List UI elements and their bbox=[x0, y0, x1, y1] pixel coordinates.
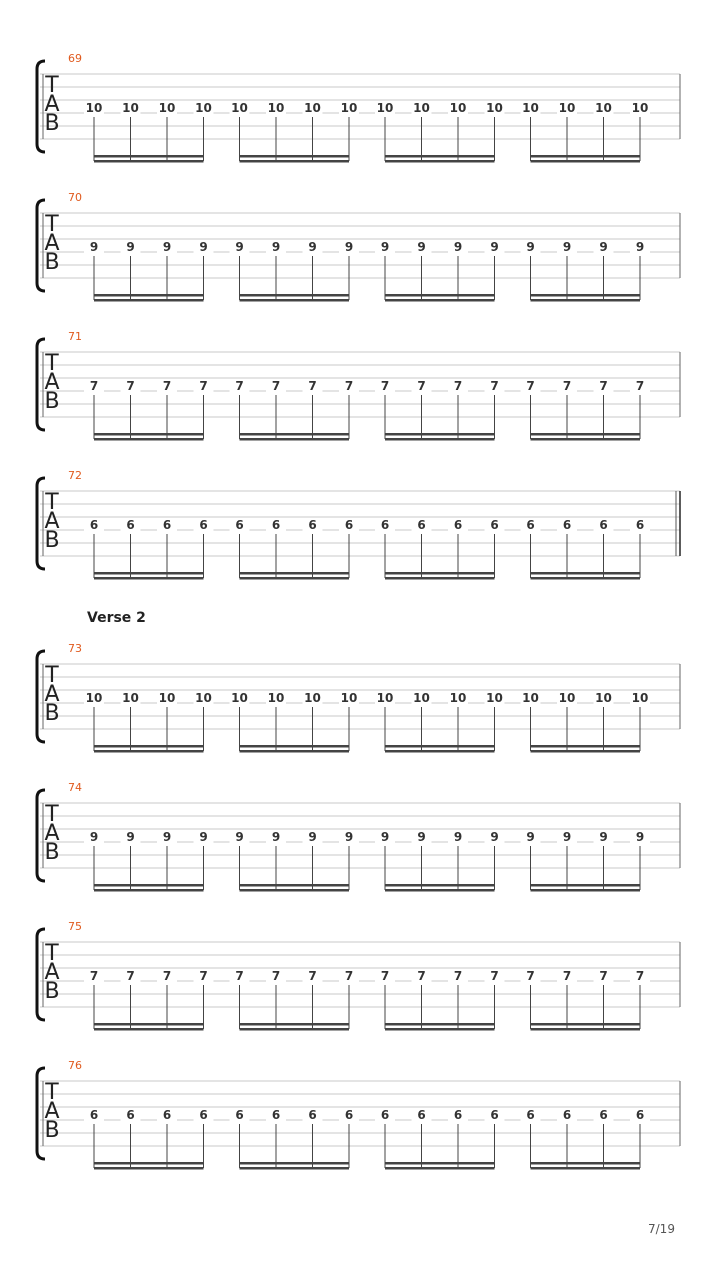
beam-secondary bbox=[385, 577, 495, 580]
fret-number: 9 bbox=[526, 240, 535, 254]
fret-number: 7 bbox=[271, 969, 281, 983]
beam-primary bbox=[94, 433, 204, 436]
fret-number: 9 bbox=[599, 240, 608, 254]
fret-number: 7 bbox=[89, 379, 99, 393]
fret-number: 9 bbox=[490, 240, 499, 254]
fret-number: 7 bbox=[417, 969, 426, 983]
fret-number: 9 bbox=[562, 240, 572, 254]
beam-primary bbox=[531, 572, 641, 575]
fret-number: 6 bbox=[271, 1108, 281, 1122]
fret-number: 6 bbox=[344, 518, 354, 532]
beam-secondary bbox=[94, 160, 204, 163]
fret-number: 7 bbox=[599, 379, 608, 393]
fret-number: 9 bbox=[453, 830, 463, 844]
tab-clef-letter: T bbox=[45, 802, 59, 827]
fret-number: 6 bbox=[526, 518, 535, 532]
fret-number: 10 bbox=[595, 101, 612, 115]
fret-number: 10 bbox=[304, 101, 321, 115]
beam-primary bbox=[240, 572, 350, 575]
fret-number: 6 bbox=[490, 518, 499, 532]
fret-number: 9 bbox=[490, 830, 499, 844]
beam-primary bbox=[240, 433, 350, 436]
fret-number: 10 bbox=[522, 691, 539, 705]
fret-number: 10 bbox=[595, 691, 612, 705]
beam-primary bbox=[94, 1023, 204, 1026]
tab-clef-letter: B bbox=[44, 701, 60, 726]
fret-number: 6 bbox=[380, 1108, 390, 1122]
measure-number: 73 bbox=[68, 642, 82, 655]
fret-number: 6 bbox=[453, 1108, 463, 1122]
beam-primary bbox=[94, 884, 204, 887]
beam-primary bbox=[385, 884, 495, 887]
fret-number: 9 bbox=[417, 240, 426, 254]
beam-primary bbox=[240, 155, 350, 158]
fret-number: 9 bbox=[271, 240, 281, 254]
fret-number: 9 bbox=[308, 240, 317, 254]
fret-number: 6 bbox=[562, 1108, 572, 1122]
tab-clef-letter: B bbox=[44, 1118, 60, 1143]
fret-number: 9 bbox=[380, 240, 390, 254]
fret-number: 7 bbox=[635, 379, 645, 393]
fret-number: 6 bbox=[162, 518, 172, 532]
tab-clef-letter: B bbox=[44, 111, 60, 136]
measure-number: 75 bbox=[68, 920, 82, 933]
beam-secondary bbox=[240, 577, 350, 580]
fret-number: 7 bbox=[89, 969, 99, 983]
fret-number: 7 bbox=[235, 969, 244, 983]
beam-primary bbox=[94, 155, 204, 158]
fret-number: 6 bbox=[599, 1108, 608, 1122]
fret-number: 10 bbox=[449, 691, 467, 705]
beam-secondary bbox=[240, 750, 350, 753]
fret-number: 7 bbox=[453, 379, 463, 393]
fret-number: 7 bbox=[490, 969, 499, 983]
fret-number: 6 bbox=[453, 518, 463, 532]
fret-number: 10 bbox=[340, 691, 358, 705]
section-label: Verse 2 bbox=[87, 610, 146, 626]
fret-number: 9 bbox=[89, 830, 99, 844]
fret-number: 6 bbox=[89, 518, 99, 532]
fret-number: 7 bbox=[308, 969, 317, 983]
fret-number: 10 bbox=[413, 101, 430, 115]
beam-primary bbox=[385, 1023, 495, 1026]
fret-number: 9 bbox=[344, 240, 354, 254]
tab-clef-letter: T bbox=[45, 1080, 59, 1105]
beam-secondary bbox=[240, 1167, 350, 1170]
page-number: 7/19 bbox=[648, 1222, 675, 1236]
beam-primary bbox=[240, 745, 350, 748]
fret-number: 9 bbox=[126, 240, 135, 254]
beam-primary bbox=[385, 155, 495, 158]
beam-primary bbox=[94, 294, 204, 297]
fret-number: 6 bbox=[126, 518, 135, 532]
beam-secondary bbox=[94, 1028, 204, 1031]
fret-number: 6 bbox=[417, 1108, 426, 1122]
fret-number: 7 bbox=[599, 969, 608, 983]
fret-number: 9 bbox=[599, 830, 608, 844]
beam-secondary bbox=[240, 1028, 350, 1031]
fret-number: 9 bbox=[344, 830, 354, 844]
beam-secondary bbox=[531, 750, 641, 753]
beam-secondary bbox=[531, 160, 641, 163]
beam-secondary bbox=[94, 750, 204, 753]
tab-clef-letter: B bbox=[44, 250, 60, 275]
fret-number: 6 bbox=[380, 518, 390, 532]
fret-number: 10 bbox=[85, 691, 103, 705]
beam-primary bbox=[385, 1162, 495, 1165]
beam-secondary bbox=[385, 438, 495, 441]
tab-clef-letter: A bbox=[44, 370, 60, 395]
fret-number: 10 bbox=[558, 101, 576, 115]
fret-number: 6 bbox=[635, 1108, 645, 1122]
beam-secondary bbox=[531, 577, 641, 580]
beam-secondary bbox=[531, 299, 641, 302]
beam-secondary bbox=[385, 160, 495, 163]
fret-number: 9 bbox=[526, 830, 535, 844]
measure-number: 76 bbox=[68, 1059, 82, 1072]
fret-number: 10 bbox=[376, 691, 394, 705]
tab-clef-letter: A bbox=[44, 509, 60, 534]
fret-number: 6 bbox=[526, 1108, 535, 1122]
tab-clef-letter: T bbox=[45, 351, 59, 376]
fret-number: 10 bbox=[413, 691, 430, 705]
fret-number: 7 bbox=[235, 379, 244, 393]
fret-number: 6 bbox=[599, 518, 608, 532]
fret-number: 6 bbox=[490, 1108, 499, 1122]
fret-number: 6 bbox=[635, 518, 645, 532]
beam-secondary bbox=[240, 160, 350, 163]
fret-number: 6 bbox=[235, 518, 244, 532]
fret-number: 6 bbox=[344, 1108, 354, 1122]
fret-number: 9 bbox=[635, 830, 645, 844]
fret-number: 10 bbox=[85, 101, 103, 115]
fret-number: 9 bbox=[308, 830, 317, 844]
beam-secondary bbox=[385, 889, 495, 892]
fret-number: 7 bbox=[526, 379, 535, 393]
measure-number: 72 bbox=[68, 469, 82, 482]
beam-secondary bbox=[385, 299, 495, 302]
fret-number: 9 bbox=[235, 830, 244, 844]
beam-secondary bbox=[531, 438, 641, 441]
fret-number: 10 bbox=[158, 691, 176, 705]
fret-number: 6 bbox=[199, 518, 208, 532]
tab-clef-letter: A bbox=[44, 960, 60, 985]
fret-number: 10 bbox=[340, 101, 358, 115]
fret-number: 7 bbox=[162, 379, 172, 393]
fret-number: 10 bbox=[195, 691, 212, 705]
measure-number: 74 bbox=[68, 781, 82, 794]
fret-number: 6 bbox=[417, 518, 426, 532]
tab-clef-letter: T bbox=[45, 941, 59, 966]
beam-primary bbox=[94, 572, 204, 575]
beam-secondary bbox=[240, 889, 350, 892]
fret-number: 10 bbox=[522, 101, 539, 115]
fret-number: 7 bbox=[344, 969, 354, 983]
beam-secondary bbox=[385, 1167, 495, 1170]
beam-primary bbox=[531, 745, 641, 748]
tab-clef-letter: A bbox=[44, 1099, 60, 1124]
fret-number: 10 bbox=[122, 691, 139, 705]
measure-number: 71 bbox=[68, 330, 82, 343]
fret-number: 7 bbox=[344, 379, 354, 393]
beam-secondary bbox=[531, 1028, 641, 1031]
tab-clef-letter: B bbox=[44, 979, 60, 1004]
fret-number: 9 bbox=[89, 240, 99, 254]
beam-primary bbox=[240, 1162, 350, 1165]
fret-number: 10 bbox=[231, 101, 248, 115]
fret-number: 9 bbox=[635, 240, 645, 254]
beam-primary bbox=[240, 1023, 350, 1026]
tab-clef-letter: T bbox=[45, 663, 59, 688]
fret-number: 6 bbox=[89, 1108, 99, 1122]
beam-primary bbox=[385, 745, 495, 748]
fret-number: 6 bbox=[271, 518, 281, 532]
tab-clef-letter: A bbox=[44, 92, 60, 117]
fret-number: 6 bbox=[562, 518, 572, 532]
fret-number: 10 bbox=[267, 101, 285, 115]
fret-number: 10 bbox=[267, 691, 285, 705]
fret-number: 10 bbox=[231, 691, 248, 705]
beam-primary bbox=[385, 433, 495, 436]
fret-number: 9 bbox=[271, 830, 281, 844]
fret-number: 7 bbox=[199, 969, 208, 983]
fret-number: 9 bbox=[562, 830, 572, 844]
beam-primary bbox=[240, 294, 350, 297]
tab-clef-letter: B bbox=[44, 840, 60, 865]
tab-clef-letter: B bbox=[44, 389, 60, 414]
tab-clef-letter: A bbox=[44, 231, 60, 256]
tab-clef-letter: A bbox=[44, 682, 60, 707]
fret-number: 10 bbox=[195, 101, 212, 115]
fret-number: 6 bbox=[199, 1108, 208, 1122]
fret-number: 9 bbox=[162, 830, 172, 844]
beam-primary bbox=[531, 155, 641, 158]
measure-number: 69 bbox=[68, 52, 82, 65]
fret-number: 10 bbox=[486, 691, 503, 705]
fret-number: 7 bbox=[271, 379, 281, 393]
fret-number: 7 bbox=[308, 379, 317, 393]
fret-number: 9 bbox=[162, 240, 172, 254]
beam-secondary bbox=[531, 889, 641, 892]
fret-number: 10 bbox=[122, 101, 139, 115]
tab-clef-letter: T bbox=[45, 212, 59, 237]
beam-secondary bbox=[94, 577, 204, 580]
fret-number: 6 bbox=[235, 1108, 244, 1122]
fret-number: 10 bbox=[631, 691, 649, 705]
fret-number: 6 bbox=[308, 518, 317, 532]
fret-number: 7 bbox=[417, 379, 426, 393]
beam-secondary bbox=[94, 889, 204, 892]
beam-primary bbox=[531, 884, 641, 887]
fret-number: 7 bbox=[490, 379, 499, 393]
fret-number: 6 bbox=[308, 1108, 317, 1122]
fret-number: 7 bbox=[126, 969, 135, 983]
fret-number: 9 bbox=[199, 240, 208, 254]
beam-secondary bbox=[240, 438, 350, 441]
fret-number: 9 bbox=[235, 240, 244, 254]
fret-number: 7 bbox=[380, 969, 390, 983]
fret-number: 7 bbox=[126, 379, 135, 393]
beam-secondary bbox=[240, 299, 350, 302]
fret-number: 10 bbox=[631, 101, 649, 115]
tab-clef-letter: T bbox=[45, 490, 59, 515]
beam-primary bbox=[94, 1162, 204, 1165]
beam-secondary bbox=[385, 1028, 495, 1031]
beam-secondary bbox=[94, 1167, 204, 1170]
fret-number: 9 bbox=[380, 830, 390, 844]
fret-number: 9 bbox=[199, 830, 208, 844]
beam-secondary bbox=[385, 750, 495, 753]
fret-number: 10 bbox=[376, 101, 394, 115]
fret-number: 6 bbox=[162, 1108, 172, 1122]
beam-primary bbox=[531, 1162, 641, 1165]
tab-clef-letter: A bbox=[44, 821, 60, 846]
fret-number: 6 bbox=[126, 1108, 135, 1122]
fret-number: 9 bbox=[453, 240, 463, 254]
fret-number: 9 bbox=[417, 830, 426, 844]
fret-number: 10 bbox=[486, 101, 503, 115]
fret-number: 10 bbox=[304, 691, 321, 705]
beam-secondary bbox=[94, 438, 204, 441]
fret-number: 7 bbox=[562, 379, 572, 393]
beam-primary bbox=[385, 572, 495, 575]
beam-primary bbox=[240, 884, 350, 887]
fret-number: 10 bbox=[449, 101, 467, 115]
fret-number: 7 bbox=[162, 969, 172, 983]
tab-clef-letter: B bbox=[44, 528, 60, 553]
beam-primary bbox=[531, 433, 641, 436]
beam-primary bbox=[94, 745, 204, 748]
beam-primary bbox=[385, 294, 495, 297]
fret-number: 10 bbox=[558, 691, 576, 705]
measure-number: 70 bbox=[68, 191, 82, 204]
tab-clef-letter: T bbox=[45, 73, 59, 98]
fret-number: 7 bbox=[199, 379, 208, 393]
beam-primary bbox=[531, 294, 641, 297]
fret-number: 9 bbox=[126, 830, 135, 844]
fret-number: 7 bbox=[380, 379, 390, 393]
fret-number: 7 bbox=[635, 969, 645, 983]
beam-secondary bbox=[531, 1167, 641, 1170]
fret-number: 10 bbox=[158, 101, 176, 115]
fret-number: 7 bbox=[526, 969, 535, 983]
fret-number: 7 bbox=[453, 969, 463, 983]
fret-number: 7 bbox=[562, 969, 572, 983]
beam-secondary bbox=[94, 299, 204, 302]
beam-primary bbox=[531, 1023, 641, 1026]
